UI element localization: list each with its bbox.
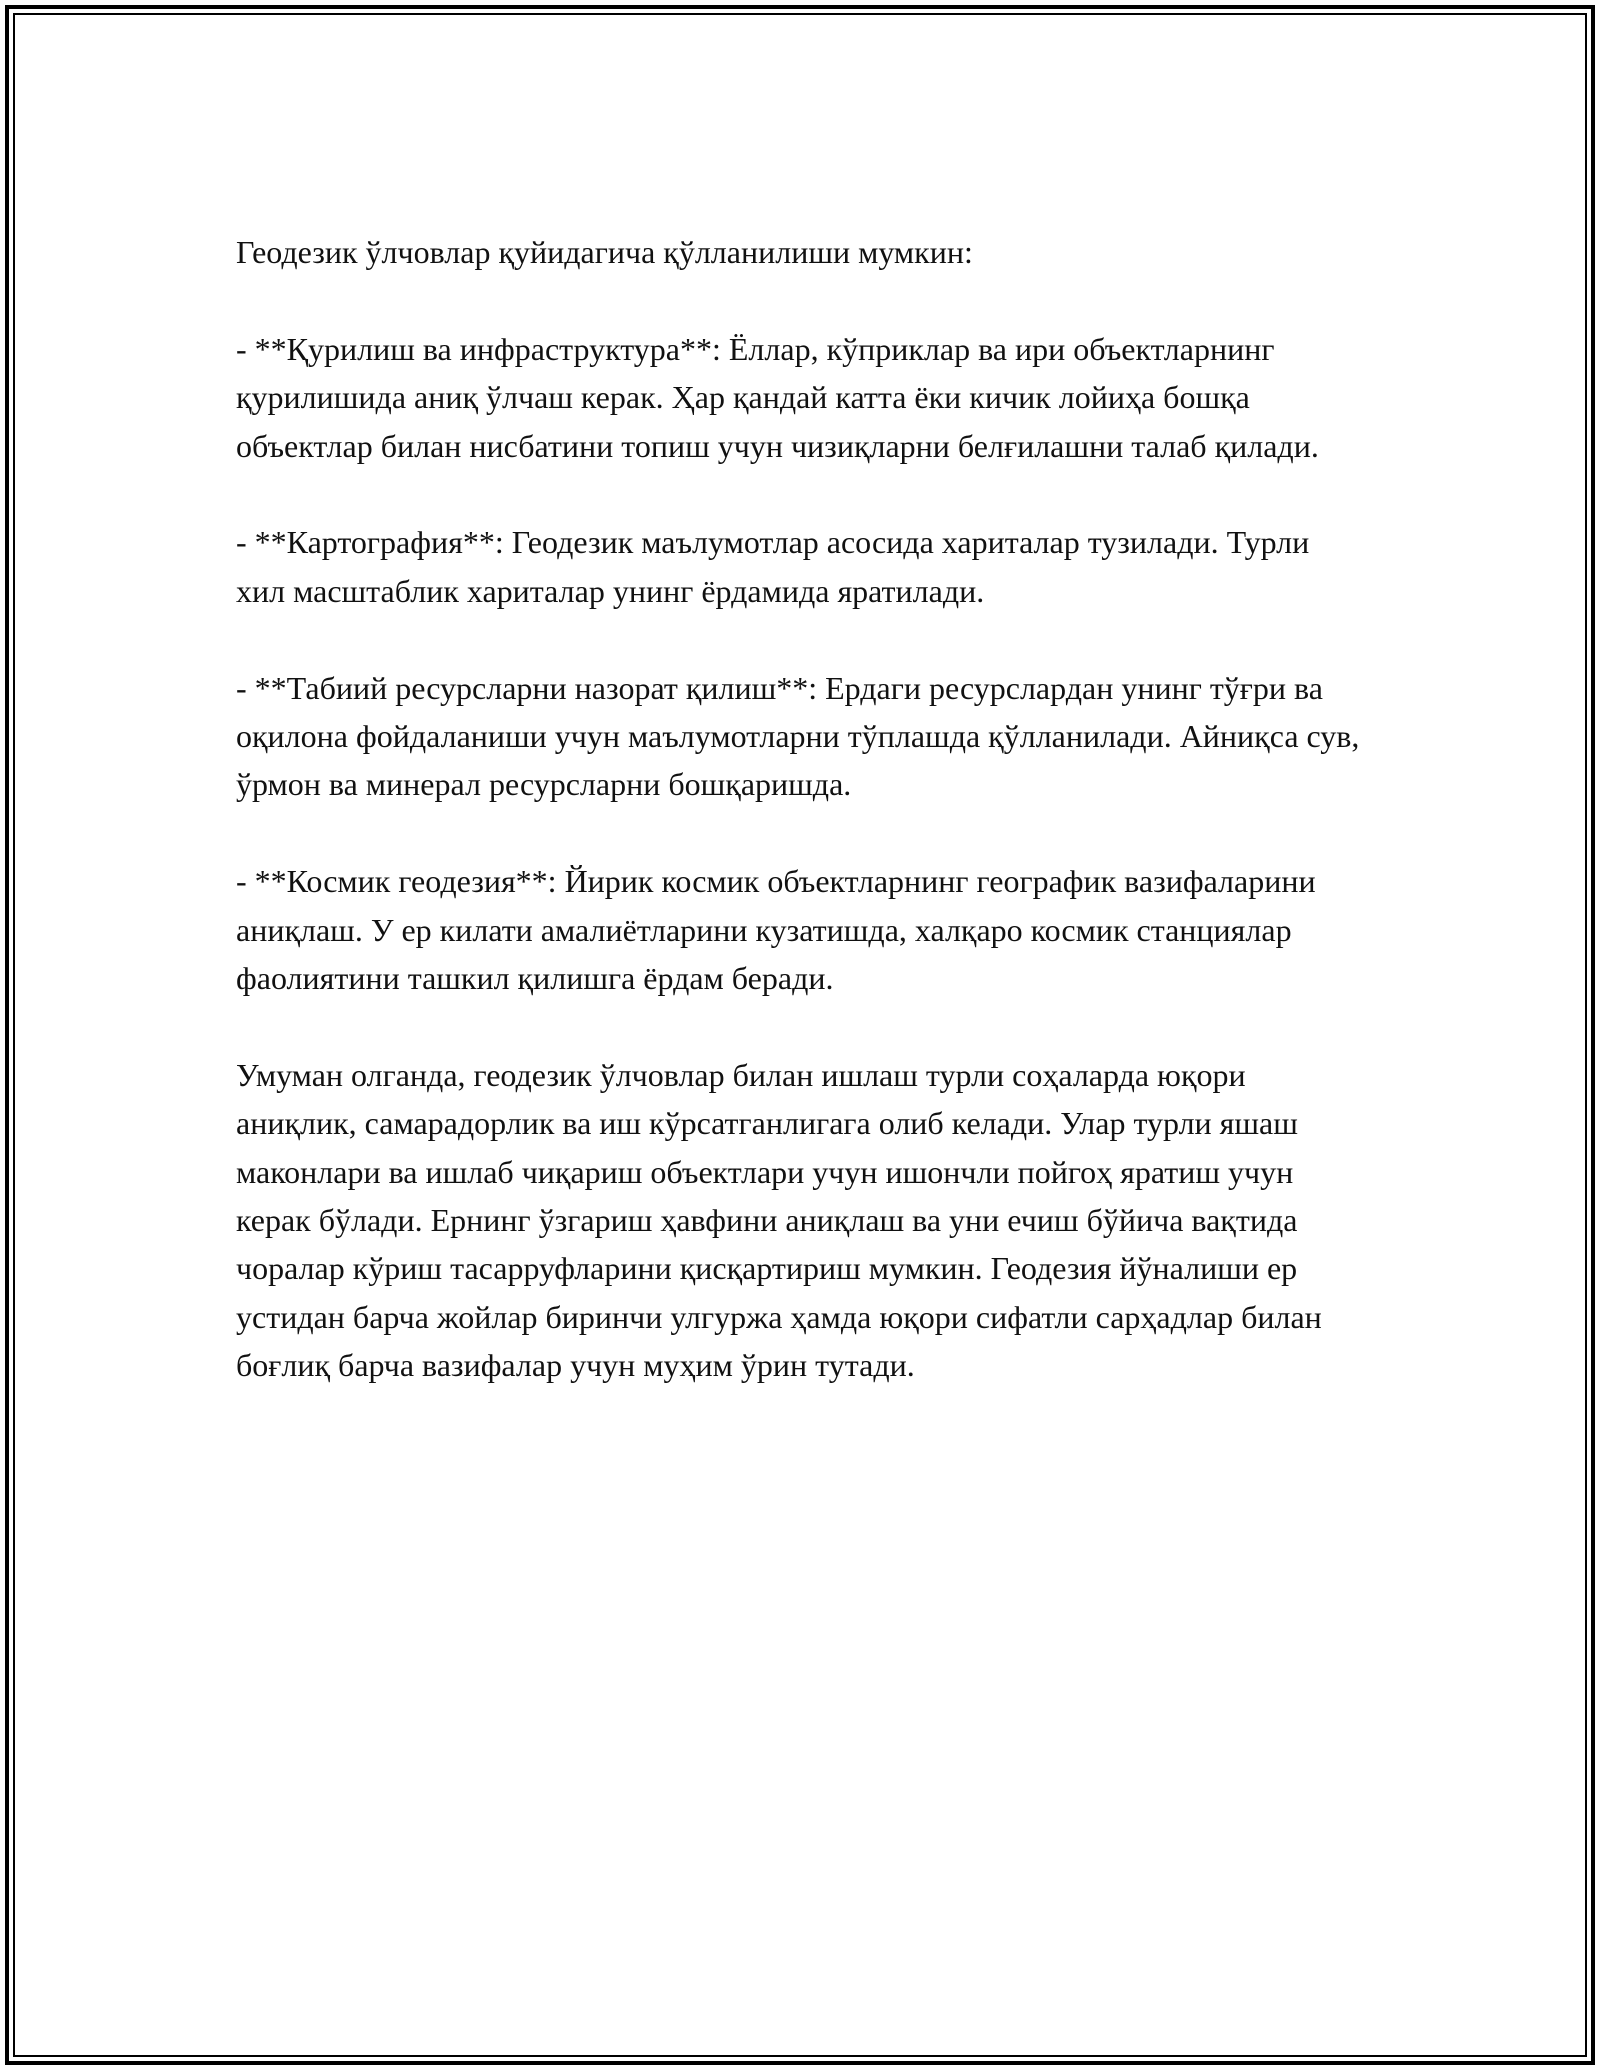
conclusion-paragraph: Умуман олганда, геодезик ўлчовлар билан ишлаш турли соҳаларда юқори аниқлик, самарадорлик ва иш кўрсатганлигага олиб келади. Улар турли яшаш маконлари ва ишлаб чиқариш объектлари учун ишончли пойгоҳ яратиш учун керак бўлади. Ернинг ўзгариш ҳавфини аниқлаш ва уни ечиш бўйича вақтида чоралар кўриш тасарруфларини қисқартириш мумкин. Геодезия йўналиши ер устидан барча жойлар биринчи улгуржа ҳамда юқори сифатли сарҳадлар билан боғлиқ барча вазифалар учун муҳим ўрин тутади. bbox=[236, 1056, 1322, 1384]
intro-paragraph: Геодезик ўлчовлар қуйидагича қўлланилиши мумкин: bbox=[236, 234, 973, 270]
list-item-natural-resources: - **Табиий ресурсларни назорат қилиш**: Ердаги ресурслардан унинг тўғри ва оқилона фойдаланиши учун маълумотларни тўплашда қўлланилади. Айниқса сув, ўрмон ва минерал ресурсларни бошқаришда. bbox=[236, 669, 1360, 803]
document-body bbox=[236, 228, 1366, 1390]
list-item-cartography: - **Картография**: Геодезик маълумотлар асосида хариталар тузилади. Турли хил масштаблик хариталар унинг ёрдамида яратилади. bbox=[236, 524, 1310, 609]
list-item-space-geodesy: - **Космик геодезия**: Йирик космик объектларнинг географик вазифаларини аниқлаш. У ер килати амалиётларини кузатишда, халқаро космик станциялар фаолиятини ташкил қилишга ёрдам беради. bbox=[236, 863, 1316, 997]
list-item-construction: - **Қурилиш ва инфраструктура**: Ёллар, кўприклар ва ири объектларнинг қурилишида аниқ ўлчаш керак. Ҳар қандай катта ёки кичик лойиҳа бошқа объектлар билан нисбатини топиш учун чизиқларни белғилашни талаб қилади. bbox=[236, 330, 1319, 464]
